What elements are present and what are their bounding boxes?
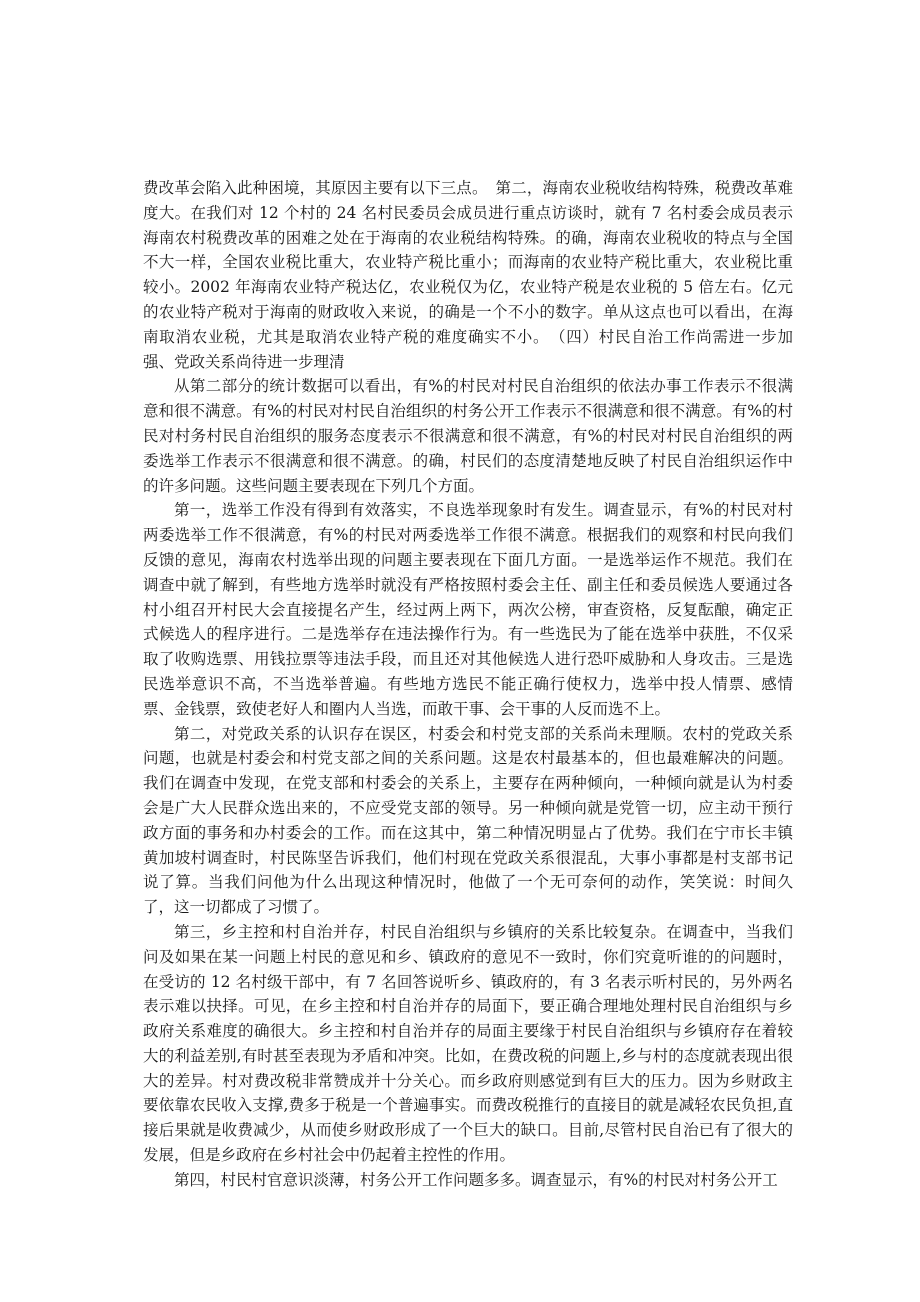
paragraph-0: 费改革会陷入此种困境，其原因主要有以下三点。 第二，海南农业税收结构特殊，税费改革难度大。在我们对 12 个村的 24 名村民委员会成员进行重点访谈时，就有 7 名村委会成员表示海南农村税费改革的困难之处在于海南的农业税结构特殊。的确，海南农业税收的特点与全国不大一样，全国农业税比重大，农业特产税比重小；而海南的农业特产税比重大，农业税比重较小。2002 年海南农业特产税达亿，农业税仅为亿，农业特产税是农业税的 5 倍左右。亿元的农业特产税对于海南的财政收入来说，的确是一个不小的数字。单从这点也可以看出，在海南取消农业税，尤其是取消农业特产税的难度确实不小。 （四）村民自治工作尚需进一步加强、党政关系尚待进一步理清: [143, 179, 793, 371]
paragraph-5: 第四，村民村官意识淡薄，村务公开工作问题多多。调查显示，有%的村民对村务公开工: [174, 1170, 778, 1189]
paragraph-4: 第三，乡主控和村自治并存，村民自治组织与乡镇府的关系比较复杂。在调查中，当我们问及如果在某一问题上村民的意见和乡、镇政府的意见不一致时，你们究竟听谁的的问题时，在受访的 12 名村级干部中，有 7 名回答说听乡、镇政府的，有 3 名表示听村民的，另外两名表示难以抉择。可见，在乡主控和村自治并存的局面下，要正确合理地处理村民自治组织与乡政府关系难度的确很大。乡主控和村自治并存的局面主要缘于村民自治组织与乡镇府存在着较大的利益差别,有时甚至表现为矛盾和冲突。比如，在费改税的问题上,乡与村的态度就表现出很大的差异。村对费改税非常赞成并十分关心。而乡政府则感觉到有巨大的压力。因为乡财政主要依靠农民收入支撑,费多于税是一个普遍事实。而费改税推行的直接目的就是减轻农民负担,直接后果就是收费减少，从而使乡财政形成了一个巨大的缺口。目前,尽管村民自治已有了很大的发展，但是乡政府在乡村社会中仍起着主控性的作用。: [143, 922, 793, 1165]
paragraph-1: 从第二部分的统计数据可以看出，有%的村民对村民自治组织的依法办事工作表示不很满意和很不满意。有%的村民对村民自治组织的村务公开工作表示不很满意和很不满意。有%的村民对村务村民自治组织的服务态度表示不很满意和很不满意，有%的村民对村民自治组织的两委选举工作表示不很满意和很不满意。的确，村民们的态度清楚地反映了村民自治组织运作中的许多问题。这些问题主要表现在下列几个方面。: [143, 377, 793, 495]
paragraph-3: 第二，对党政关系的认识存在误区，村委会和村党支部的关系尚未理顺。农村的党政关系问题，也就是村委会和村党支部之间的关系问题。这是农村最基本的，但也最难解决的问题。我们在调查中发现，在党支部和村委会的关系上，主要存在两种倾向，一种倾向就是认为村委会是广大人民群众选出来的，不应受党支部的领导。另一种倾向就是党管一切，应主动干预行政方面的事务和办村委会的工作。而在这其中，第二种情况明显占了优势。我们在宁市长丰镇黄加坡村调查时，村民陈坚告诉我们，他们村现在党政关系很混乱，大事小事都是村支部书记说了算。当我们问他为什么出现这种情况时，他做了一个无可奈何的动作，笑笑说：时间久了，这一切都成了习惯了。: [143, 724, 793, 917]
document-body: [143, 176, 793, 1193]
paragraph-2: 第一，选举工作没有得到有效落实，不良选举现象时有发生。调查显示，有%的村民对村两委选举工作不很满意，有%的村民对两委选举工作很不满意。根据我们的观察和村民向我们反馈的意见，海南农村选举出现的问题主要表现在下面几方面。一是选举运作不规范。我们在调查中就了解到，有些地方选举时就没有严格按照村委会主任、副主任和委员候选人要通过各村小组召开村民大会直接提名产生，经过两上两下，两次公榜，审查资格，反复酝酿，确定正式候选人的程序进行。二是选举存在违法操作行为。有一些选民为了能在选举中获胜，不仅采取了收购选票、用钱拉票等违法手段，而且还对其他候选人进行恐吓威胁和人身攻击。三是选民选举意识不高，不当选举普遍。有些地方选民不能正确行使权力，选举中投人情票、感情票、金钱票，致使老好人和圈内人当选，而敢干事、会干事的人反而选不上。: [143, 501, 793, 718]
